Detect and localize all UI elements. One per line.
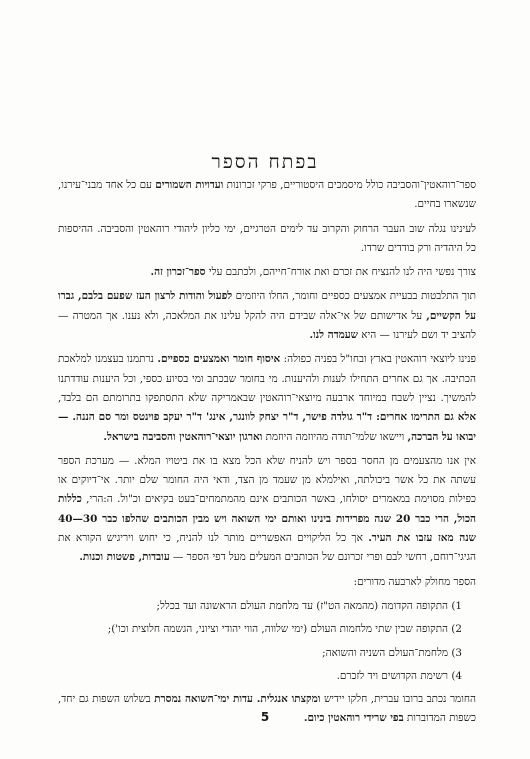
paragraph-intro-bold: ועדויות השמורים [155,179,224,191]
paragraph-need-text: צורך נפשי היה לנו להנציח את זכרם ואת אורח־חייהם, ולכתבם עלי [205,266,476,279]
paragraph-struggle [58,287,476,345]
section-item-4: 4) רשימת הקדושים ויד לזכרם. [336,669,462,682]
paragraph-struggle-text-2: על אדישותם של אי־אלה שבידם היה להקל עלינו את המלאכה, ולא נענו. אך המטרה — להציב יד ושם לעירנו — היא [58,309,476,342]
paragraph-shortcomings-bold-2: עובדות, פשטות וכנות. [79,551,170,564]
sections-list [58,597,476,686]
section-item-2: 2) התקופה שבין שתי מלחמות העולם (ימי שלווה, הווי יהודי וציוני, הגשמה חלוצית וכו'); [107,623,462,636]
section-item-1: 1) התקופה הקדומה (מהמאה הט"ז) עד מלחמת העולם הראשונה ועד בכלל; [156,599,462,612]
paragraph-need-bold: ספר־זכרון זה. [150,266,206,279]
paragraph-struggle-text: תוך התלבטות בבעיית אמצעים כספיים וחומר, החלו היוזמים [232,290,476,303]
paragraph-appeal-text-3: ויישאו שלמי־תודה מהיוזמה היוזמת [262,430,408,443]
paragraph-languages-text: החומר נכתב ברובו עברית, חלקו יידיש [320,693,476,706]
paragraph-shortcomings [58,452,476,568]
paragraph-shortcomings-bold: כללות הכול, הרי כבר 20 שנה מפרידות בינינו ואותם ימי השואה ויש מבין הכותבים שהלפו כבר 30—40 שנה מאז עזבו את העיר. [58,493,476,545]
paragraph-appeal-text: פנינו ליוצאי רוהאטין בארץ ובחו"ל בפניה כפולה: [280,353,476,366]
paragraph-appeal-text-2: נרתמנו בעצמנו למלאכת הכתיבה. אך גם אחרים התחילו לענות ולהיענות. מי בחומר שבכתב ומי בסיוע כספי, וכל היענות עודדתנו להמשיך. נציין לשבח במיוחד ארבעה מיוצאי־רוהאטין שבאמריקה שלא התסתפקו בתרומתם הם בלבד, [58,353,476,404]
section-item-3: 3) מלחמת־העולם השניה והשואה; [322,646,462,659]
paragraph-need [58,263,476,282]
body-text [58,176,476,734]
paragraph-intro [58,176,476,215]
paragraph-shortcomings-text-2: אך כל הליקויים האפשריים מותר לנו להניח, כי יחוש ויריגיש הקורא את הגיגי־רוחם, רחשי לבם ופרי זכרונם של הכותבים המעלים מעל דפי הספר — [58,532,476,564]
paragraph-intro-text: ספר־רוהאטין־והסביבה כולל מיסמכים היסטוריים, פרקי זכרונות [223,179,476,191]
paragraph-appeal-bold-3: וארגון יוצאי־רוהאטין והסביבה בישראל. [103,430,263,443]
page-title: בפתח הספר [211,150,319,173]
paragraph-intro-text-2: עם כל אחד מבני־עירנו, שנשארו בחיים. [58,179,476,211]
paragraph-appeal [58,350,476,446]
page-number: 5 [260,710,270,724]
paragraph-appeal-bold-2: אלא גם התרימו אחרים: ד"ר גולדה פישר, ד"ר יצחק לוונגר, אינג' ד"ר יעקב פוינטס ומר סם הננה. — יבואו על הברכה, [58,411,476,443]
paragraph-languages-text-2: בשלוש השפות גם יחד, כשפות המדוברות [58,693,476,725]
paragraph-shortcomings-text: אין אנו מהצעמים מן החסר בספר ויש להניח שלא הכל מצא בו את ביטויו המלא. — מערכת הספר עשתה את כל אשר ביכולתה, ואילמלא מן שעמד מן הצד, ודאי היה החומר שלם יותר. אי־דיוקים או כפילות מסוימת במאמרים יסולחו, באשר הכותבים אינם מהמתמחים־בעט בקיאים וכ"ול. ה:הרי, [58,454,476,506]
paragraph-past: לעינינו נגלה שוב העבר הרחוק והקרוב עד לימים הטרגיים, ימי כליון ליהודי רוהאטין והסביבה. ההיספות כל היהדיה ורק בודדים שרדו. [58,222,476,254]
paragraph-appeal-bold: איסוף חומר ואמצעים כספיים. [157,353,281,366]
paragraph-languages-bold: ומקצתו אנגלית. עדות ימי־השואה נמסרת [154,693,321,706]
paragraph-sections-intro: הספר מחולק לארבעה מדורים: [353,575,476,588]
paragraph-struggle-bold: לפעול והודות לרצון העז שפעם בלבם, גברו על הקשיים, [58,290,476,322]
paragraph-languages-bold-2: בפי שרידי רוהאטין כיום. [303,712,404,725]
paragraph-struggle-bold-2: שעמדה לנו. [309,329,358,342]
